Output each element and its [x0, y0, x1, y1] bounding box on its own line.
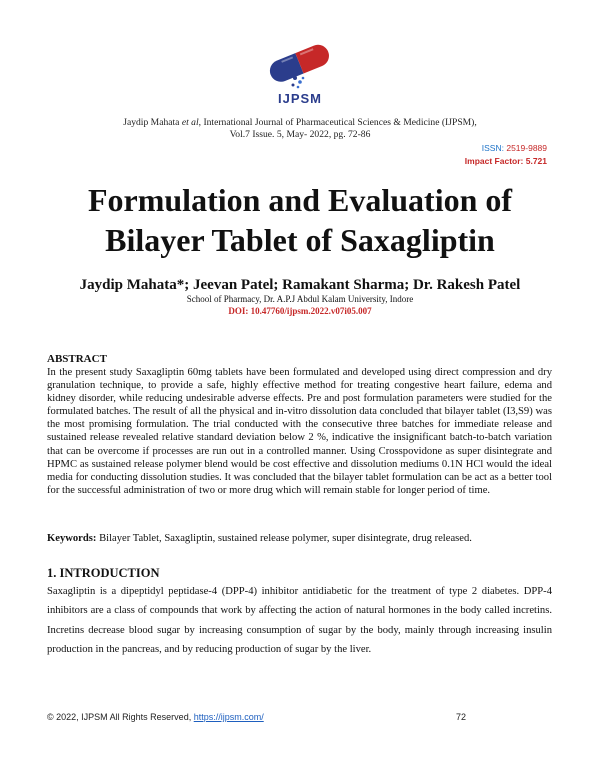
footer-copyright: © 2022, IJPSM All Rights Reserved, [47, 712, 194, 722]
logo-text: IJPSM [277, 91, 322, 106]
impact-factor: Impact Factor: 5.721 [464, 156, 547, 166]
capsule-logo-icon [247, 38, 353, 90]
title-line-2: Bilayer Tablet of Saxagliptin [105, 222, 495, 258]
keywords-text: Bilayer Tablet, Saxagliptin, sustained release polymer, super disintegrate, drug released. [96, 533, 472, 544]
authors: Jaydip Mahata*; Jeevan Patel; Ramakant Sharma; Dr. Rakesh Patel [79, 277, 521, 293]
citation-volume: Vol.7 Issue. 5, May- 2022, pg. 72-86 [229, 129, 371, 140]
issn-block [465, 142, 547, 168]
abstract-heading: ABSTRACT [47, 353, 107, 365]
citation [60, 117, 540, 141]
paper-title [20, 180, 580, 260]
citation-etal: et al [181, 117, 199, 128]
keywords-label: Keywords: [47, 533, 97, 544]
page-number: 72 [456, 712, 467, 722]
issn-value: 2519-9889 [503, 143, 547, 153]
citation-author: Jaydip Mahata [123, 117, 180, 128]
keywords [47, 532, 552, 545]
intro-heading: 1. INTRODUCTION [47, 566, 160, 580]
footer-link[interactable]: https://ijpsm.com/ [193, 712, 264, 722]
issn-label: ISSN: [481, 143, 504, 153]
journal-logo [247, 38, 353, 108]
abstract-text: In the present study Saxagliptin 60mg tablets have been formulated and developed using direct compression and dry granulation technique, to provide a safe, highly effective method for treating congestive heart failure, edema and kidney disorder, while reducing undesirable adverse effects. Pre and post formulation parameters were studied for the formulated batches. The result of all the physical and in-vitro dissolution data concluded that bilayer tablet (I3,S9) was the most promising formulation. The trial conducted with the consecutive three batches for immediate release and sustained release revealed relative standard deviation below 2 %, indicative the insignificant batch-to-batch variation that can be overcome if processes are run out in a controlled manner. Using Crosspovidone as super disintegrate and HPMC as sustained release polymer blend would be cost effective and dissolution mediums 0.1N HCl would the ideal media for conducting dissolution studies. It was concluded that the bilayer tablet formulation can be act as a better tool for the successful administration of two or more drug which will remain stable for longer period of time. [47, 367, 552, 496]
title-line-1: Formulation and Evaluation of [87, 182, 513, 218]
citation-journal: , International Journal of Pharmaceutical Sciences & Medicine (IJPSM), [198, 117, 477, 128]
intro-text: Saxagliptin is a dipeptidyl peptidase-4 (DPP-4) inhibitor antidiabetic for the treatment of type 2 diabetes. DPP-4 inhibitors are a class of compounds that work by affecting the action of natural hormones in the body called incretins. Incretins decrease blood sugar by increasing consumption of sugar by the body, mainly through increasing insulin production in the pancreas, and by reducing production of sugar by the liver. [47, 586, 552, 655]
affiliation: School of Pharmacy, Dr. A.P.J Abdul Kalam University, Indore [186, 294, 414, 304]
doi: DOI: 10.47760/ijpsm.2022.v07i05.007 [228, 306, 372, 316]
footer [47, 712, 264, 722]
